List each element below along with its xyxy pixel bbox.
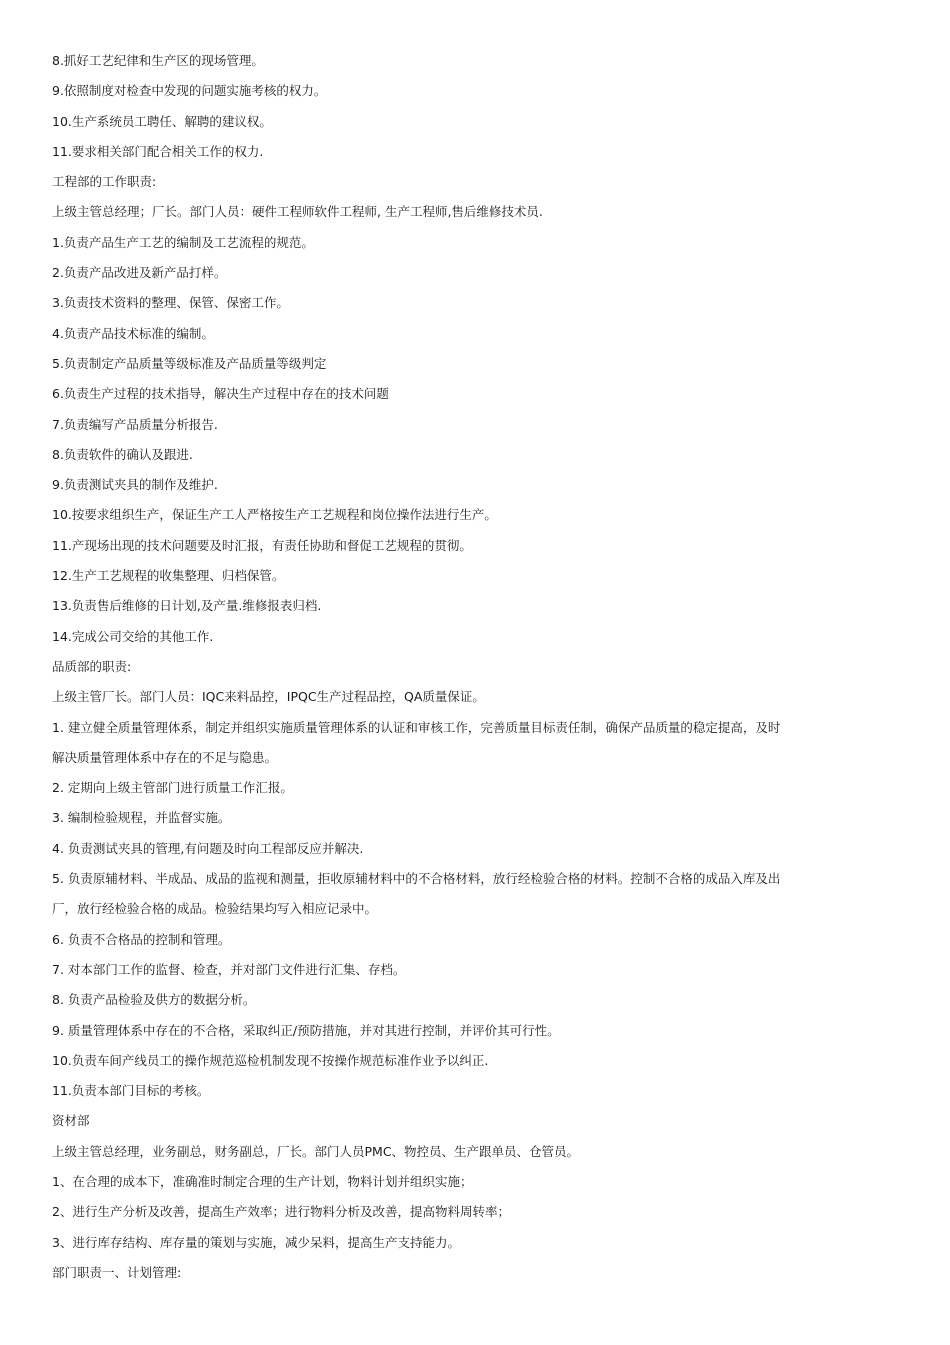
- section-heading: 品质部的职责:: [52, 658, 132, 674]
- text-line: 2. 定期向上级主管部门进行质量工作汇报。: [52, 780, 293, 796]
- text-line: 6.负责生产过程的技术指导，解决生产过程中存在的技术问题: [52, 386, 389, 402]
- text-line: 10.生产系统员工聘任、解聘的建议权。: [52, 113, 272, 129]
- text-line: 11.负责本部门目标的考核。: [52, 1083, 210, 1099]
- text-line: 上级主管总经理，业务副总，财务副总，厂长。部门人员PMC、物控员、生产跟单员、仓管员。: [52, 1143, 580, 1159]
- text-line: 13.负责售后维修的日计划,及产量.维修报表归档.: [52, 598, 322, 614]
- text-line: 上级主管厂长。部门人员：IQC来料品控，IPQC生产过程品控，QA质量保证。: [52, 689, 485, 705]
- text-line: 9.负责测试夹具的制作及维护.: [52, 477, 218, 493]
- text-line: 4.负责产品技术标准的编制。: [52, 325, 214, 341]
- text-line: 4. 负责测试夹具的管理,有问题及时向工程部反应并解决.: [52, 840, 364, 856]
- text-line: 6. 负责不合格品的控制和管理。: [52, 931, 231, 947]
- section-heading: 资材部: [52, 1113, 90, 1129]
- text-line: 解决质量管理体系中存在的不足与隐患。: [52, 749, 278, 765]
- text-line: 10.按要求组织生产，保证生产工人严格按生产工艺规程和岗位操作法进行生产。: [52, 507, 497, 523]
- document-page: [52, 46, 912, 1288]
- text-line: 11.产现场出现的技术问题要及时汇报，有责任协助和督促工艺规程的贯彻。: [52, 537, 472, 553]
- text-line: 2.负责产品改进及新产品打样。: [52, 265, 227, 281]
- text-line: 8. 负责产品检验及供方的数据分析。: [52, 992, 256, 1008]
- text-line: 1. 建立健全质量管理体系，制定并组织实施质量管理体系的认证和审核工作，完善质量目标责任制，确保产品质量的稳定提高，及时: [52, 719, 781, 735]
- text-line: 5. 负责原辅材料、半成品、成品的监视和测量，拒收原辅材料中的不合格材料，放行经检验合格的材料。控制不合格的成品入库及出: [52, 871, 781, 887]
- text-line: 8.抓好工艺纪律和生产区的现场管理。: [52, 53, 264, 68]
- section-heading: 部门职责一、计划管理:: [52, 1264, 182, 1280]
- text-line: 5.负责制定产品质量等级标准及产品质量等级判定: [52, 355, 327, 371]
- text-line: 厂，放行经检验合格的成品。检验结果均写入相应记录中。: [52, 901, 378, 917]
- text-line: 10.负责车间产线员工的操作规范巡检机制发现不按操作规范标准作业予以纠正.: [52, 1052, 489, 1068]
- text-line: 14.完成公司交给的其他工作.: [52, 628, 214, 644]
- text-line: 3. 编制检验规程，并监督实施。: [52, 810, 231, 826]
- text-line: 2、进行生产分析及改善，提高生产效率；进行物料分析及改善，提高物料周转率；: [52, 1204, 510, 1220]
- text-line: 上级主管总经理；厂长。部门人员：硬件工程师软件工程师, 生产工程师,售后维修技术员.: [52, 204, 543, 220]
- text-line: 9. 质量管理体系中存在的不合格，采取纠正/预防措施，并对其进行控制，并评价其可行性。: [52, 1022, 560, 1038]
- text-line: 8.负责软件的确认及跟进.: [52, 446, 193, 462]
- text-line: 7.负责编写产品质量分析报告.: [52, 416, 218, 432]
- text-line: 3、进行库存结构、库存量的策划与实施，减少呆料，提高生产支持能力。: [52, 1234, 460, 1250]
- section-heading: 工程部的工作职责:: [52, 174, 157, 190]
- text-line: 9.依照制度对检查中发现的问题实施考核的权力。: [52, 83, 327, 99]
- text-line: 3.负责技术资料的整理、保管、保密工作。: [52, 295, 289, 311]
- text-line: 12.生产工艺规程的收集整理、归档保管。: [52, 568, 285, 584]
- text-line: 1、在合理的成本下，准确准时制定合理的生产计划，物料计划并组织实施；: [52, 1173, 473, 1189]
- text-line: 11.要求相关部门配合相关工作的权力.: [52, 143, 264, 159]
- text-line: 7. 对本部门工作的监督、检查，并对部门文件进行汇集、存档。: [52, 961, 406, 977]
- text-line: 1.负责产品生产工艺的编制及工艺流程的规范。: [52, 234, 314, 250]
